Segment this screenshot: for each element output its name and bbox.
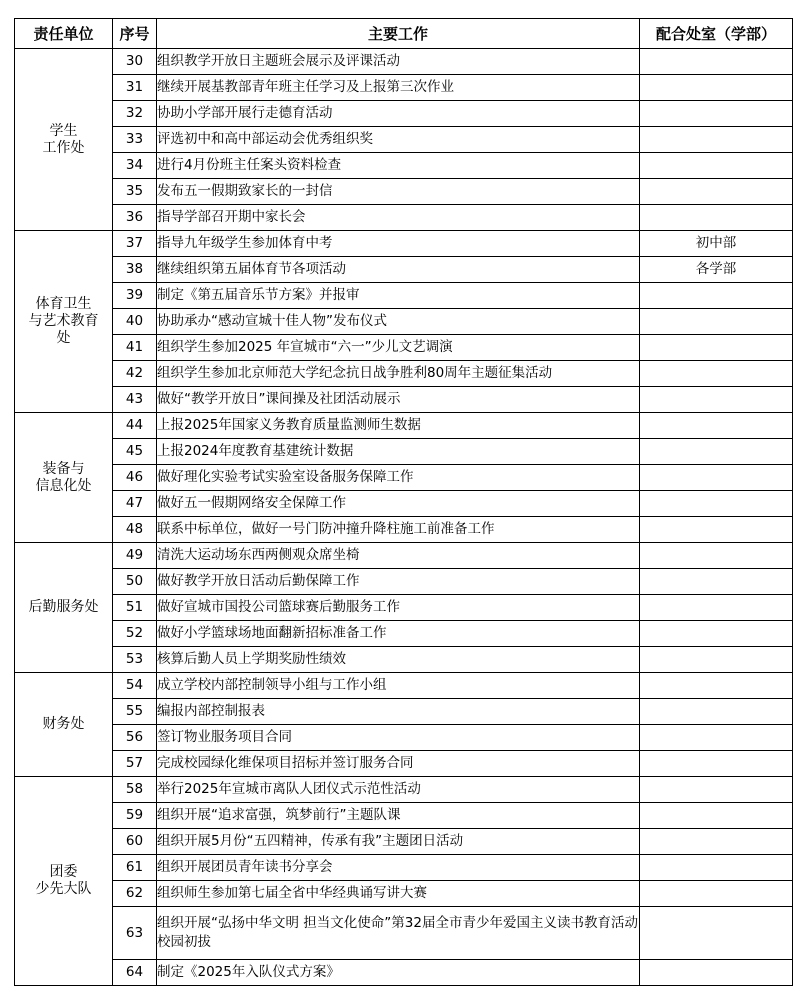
table-row [15, 309, 793, 335]
row-number-cell: 32 [113, 101, 157, 127]
row-number-cell: 45 [113, 439, 157, 465]
row-number-cell: 53 [113, 647, 157, 673]
cooperating-office-cell [640, 153, 793, 179]
table-row [15, 725, 793, 751]
row-number-cell: 44 [113, 413, 157, 439]
row-number-cell: 64 [113, 960, 157, 986]
main-work-cell: 指导九年级学生参加体育中考 [157, 231, 640, 257]
row-number-cell: 41 [113, 335, 157, 361]
row-number-cell: 38 [113, 257, 157, 283]
table-row [15, 777, 793, 803]
table-row [15, 699, 793, 725]
main-work-cell: 组织教学开放日主题班会展示及评课活动 [157, 49, 640, 75]
table-row [15, 49, 793, 75]
row-number-cell: 58 [113, 777, 157, 803]
table-row [15, 75, 793, 101]
row-number-cell: 50 [113, 569, 157, 595]
cooperating-office-cell [640, 777, 793, 803]
main-work-cell: 做好教学开放日活动后勤保障工作 [157, 569, 640, 595]
table-row [15, 257, 793, 283]
main-work-cell: 制定《第五届音乐节方案》并报审 [157, 283, 640, 309]
cooperating-office-cell [640, 699, 793, 725]
cooperating-office-cell [640, 725, 793, 751]
main-work-cell: 核算后勤人员上学期奖励性绩效 [157, 647, 640, 673]
row-number-cell: 60 [113, 829, 157, 855]
main-work-cell: 做好“教学开放日”课间操及社团活动展示 [157, 387, 640, 413]
cooperating-office-cell: 各学部 [640, 257, 793, 283]
main-work-cell: 发布五一假期致家长的一封信 [157, 179, 640, 205]
table-row [15, 205, 793, 231]
row-number-cell: 57 [113, 751, 157, 777]
table-row [15, 387, 793, 413]
cooperating-office-cell [640, 543, 793, 569]
main-work-cell: 组织学生参加北京师范大学纪念抗日战争胜利80周年主题征集活动 [157, 361, 640, 387]
row-number-cell: 62 [113, 881, 157, 907]
cooperating-office-cell [640, 829, 793, 855]
header-work: 主要工作 [157, 19, 640, 49]
main-work-cell: 举行2025年宣城市离队人团仪式示范性活动 [157, 777, 640, 803]
row-number-cell: 34 [113, 153, 157, 179]
row-number-cell: 37 [113, 231, 157, 257]
row-number-cell: 47 [113, 491, 157, 517]
header-number: 序号 [113, 19, 157, 49]
cooperating-office-cell [640, 361, 793, 387]
row-number-cell: 36 [113, 205, 157, 231]
cooperating-office-cell [640, 49, 793, 75]
main-work-cell: 做好五一假期网络安全保障工作 [157, 491, 640, 517]
table-row [15, 907, 793, 960]
row-number-cell: 49 [113, 543, 157, 569]
table-row [15, 751, 793, 777]
main-work-cell: 继续开展基教部青年班主任学习及上报第三次作业 [157, 75, 640, 101]
row-number-cell: 40 [113, 309, 157, 335]
cooperating-office-cell [640, 491, 793, 517]
main-work-cell: 签订物业服务项目合同 [157, 725, 640, 751]
cooperating-office-cell [640, 621, 793, 647]
table-row [15, 673, 793, 699]
table-row [15, 517, 793, 543]
table-row [15, 101, 793, 127]
cooperating-office-cell [640, 465, 793, 491]
cooperating-office-cell [640, 75, 793, 101]
table-row [15, 439, 793, 465]
table-row [15, 595, 793, 621]
table-row [15, 179, 793, 205]
table-row [15, 127, 793, 153]
row-number-cell: 63 [113, 907, 157, 960]
cooperating-office-cell [640, 751, 793, 777]
main-work-cell: 制定《2025年入队仪式方案》 [157, 960, 640, 986]
main-work-cell: 组织师生参加第七届全省中华经典诵写讲大赛 [157, 881, 640, 907]
cooperating-office-cell [640, 309, 793, 335]
row-number-cell: 42 [113, 361, 157, 387]
table-row [15, 491, 793, 517]
main-work-cell: 组织学生参加2025 年宣城市“六一”少儿文艺调演 [157, 335, 640, 361]
header-unit: 责任单位 [15, 19, 113, 49]
table-row [15, 647, 793, 673]
main-work-cell: 清洗大运动场东西两侧观众席坐椅 [157, 543, 640, 569]
main-work-cell: 进行4月份班主任案头资料检查 [157, 153, 640, 179]
work-plan-table [14, 18, 793, 986]
responsible-unit-cell: 财务处 [15, 673, 113, 777]
cooperating-office-cell [640, 127, 793, 153]
cooperating-office-cell [640, 647, 793, 673]
table-row [15, 361, 793, 387]
main-work-cell: 组织开展“弘扬中华文明 担当文化使命”第32届全市青少年爱国主义读书教育活动校园初拔 [157, 907, 640, 960]
row-number-cell: 39 [113, 283, 157, 309]
table-row [15, 413, 793, 439]
main-work-cell: 上报2025年国家义务教育质量监测师生数据 [157, 413, 640, 439]
table-row [15, 803, 793, 829]
cooperating-office-cell [640, 881, 793, 907]
cooperating-office-cell [640, 569, 793, 595]
row-number-cell: 31 [113, 75, 157, 101]
main-work-cell: 上报2024年度教育基建统计数据 [157, 439, 640, 465]
row-number-cell: 30 [113, 49, 157, 75]
table-row [15, 543, 793, 569]
cooperating-office-cell [640, 803, 793, 829]
cooperating-office-cell [640, 283, 793, 309]
table-body [15, 49, 793, 986]
main-work-cell: 协助小学部开展行走德育活动 [157, 101, 640, 127]
cooperating-office-cell [640, 960, 793, 986]
table-row [15, 569, 793, 595]
table-row [15, 621, 793, 647]
main-work-cell: 协助承办“感动宣城十佳人物”发布仪式 [157, 309, 640, 335]
main-work-cell: 组织开展5月份“五四精神，传承有我”主题团日活动 [157, 829, 640, 855]
table-row [15, 283, 793, 309]
main-work-cell: 做好小学篮球场地面翻新招标准备工作 [157, 621, 640, 647]
table-row [15, 881, 793, 907]
main-work-cell: 联系中标单位，做好一号门防冲撞升降柱施工前准备工作 [157, 517, 640, 543]
row-number-cell: 56 [113, 725, 157, 751]
row-number-cell: 35 [113, 179, 157, 205]
row-number-cell: 61 [113, 855, 157, 881]
main-work-cell: 编报内部控制报表 [157, 699, 640, 725]
main-work-cell: 继续组织第五届体育节各项活动 [157, 257, 640, 283]
table-row [15, 231, 793, 257]
cooperating-office-cell [640, 439, 793, 465]
cooperating-office-cell [640, 517, 793, 543]
table-row [15, 960, 793, 986]
row-number-cell: 51 [113, 595, 157, 621]
cooperating-office-cell [640, 179, 793, 205]
cooperating-office-cell [640, 673, 793, 699]
cooperating-office-cell: 初中部 [640, 231, 793, 257]
row-number-cell: 48 [113, 517, 157, 543]
row-number-cell: 54 [113, 673, 157, 699]
table-row [15, 465, 793, 491]
cooperating-office-cell [640, 387, 793, 413]
cooperating-office-cell [640, 907, 793, 960]
row-number-cell: 46 [113, 465, 157, 491]
main-work-cell: 指导学部召开期中家长会 [157, 205, 640, 231]
responsible-unit-cell: 学生 工作处 [15, 49, 113, 231]
main-work-cell: 成立学校内部控制领导小组与工作小组 [157, 673, 640, 699]
main-work-cell: 组织开展团员青年读书分享会 [157, 855, 640, 881]
main-work-cell: 完成校园绿化维保项目招标并签订服务合同 [157, 751, 640, 777]
responsible-unit-cell: 体育卫生 与艺术教育 处 [15, 231, 113, 413]
table-row [15, 335, 793, 361]
main-work-cell: 做好理化实验考试实验室设备服务保障工作 [157, 465, 640, 491]
cooperating-office-cell [640, 101, 793, 127]
cooperating-office-cell [640, 205, 793, 231]
main-work-cell: 组织开展“追求富强，筑梦前行”主题队课 [157, 803, 640, 829]
row-number-cell: 33 [113, 127, 157, 153]
table-row [15, 153, 793, 179]
responsible-unit-cell: 团委 少先大队 [15, 777, 113, 986]
main-work-cell: 做好宣城市国投公司篮球赛后勤服务工作 [157, 595, 640, 621]
responsible-unit-cell: 装备与 信息化处 [15, 413, 113, 543]
cooperating-office-cell [640, 335, 793, 361]
header-row [15, 19, 793, 49]
main-work-cell: 评选初中和高中部运动会优秀组织奖 [157, 127, 640, 153]
row-number-cell: 55 [113, 699, 157, 725]
row-number-cell: 52 [113, 621, 157, 647]
table-row [15, 829, 793, 855]
row-number-cell: 43 [113, 387, 157, 413]
responsible-unit-cell: 后勤服务处 [15, 543, 113, 673]
cooperating-office-cell [640, 413, 793, 439]
cooperating-office-cell [640, 855, 793, 881]
header-cooperation: 配合处室（学部） [640, 19, 793, 49]
table-row [15, 855, 793, 881]
row-number-cell: 59 [113, 803, 157, 829]
cooperating-office-cell [640, 595, 793, 621]
